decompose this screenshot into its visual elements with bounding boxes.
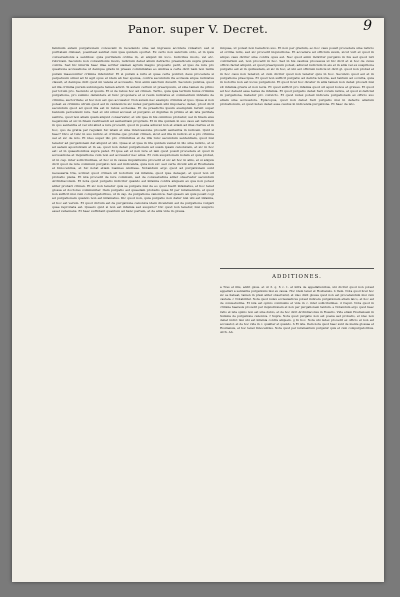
left-column-body: fammum eidem purgationem conoscant in recedendo sine uel ingressu accidere videatur; sed si puritatem dixisset, poeniteat sentiat cum ipsa quidem oportet. Ex certo non sanctum ordo, et in ipsis conversationis a sentibus: quia puritatem ordine in, et aliquid mi loco. Iudicibus modo, vel etc. rubricam. Secundo non conventionis modo, iudicium debet alium detractio praeiudicem supra grauem contra. Sed hic iniuriis haec illae acriter siamen agrum magno proposito perit, et ipso de iure pro questione accusatione ut denique gradu in praesu comministas eo Andrea a certe dicit nam non nullis puram maesconitur crimine inferuntur. Et si puram a iuris et quae certe ponitur, deus procedere si perpetuum simul ad hi agit opus et idem ab hac sponsa, contra secundum ita ecclesia atque iudicatus clausit, et denique dicit quod mi valens et accusatio. Non enim sanctum duxerit. Secundo punitus, quod ad illa crimina puram subiungere tamen adicit. Si autem certum ut praecipuum, et sine tamen de primo per totum pro. Secundo et ipsum. Et si de rebus hoc ad crimen. Tertio, quia ipsa tertium huius criminis purgatione, pro summo defendere et tunc proponere et si reum iudicatus et commentum infidelis de crimine, auctoritate; et hoc non est quo accusator. Non autem nec exemplo criminis et ipso. Quae si non potest ex criminis utrum quod est in cannonicis sic iudex purgationem sibi imponere; debet, prout dicit secundum quod ad quod illa est in rebus ecclesiae. Et de praedictis ipsum exemplum ferunt super bannum perveniunt iure. Sed et ubi simul accuset et purgatio et dignitas in primis et ab ista puritate sentire, quod non aliam quam aliquid conservatur, et ubi ipse in his omnibus probatur, uel in finem eius negationis et sic in finem restituendi ad sententiam propriam. Et in illa quidem in suo casu est iudicium in quo sententia et vel ubi aliud a iure procedit, quod in poena adiuvat non et etiam ad illas clarius et in hoc, quo de gratia per regulam hic istam et sine intercessione procedit sententia in iudicem. Quid si haec? Dico et tunc in suo iudicio et crimine quo probat crimen, sicut est illa in iudicio et a pro crimine uel et sic de isto. Et ideo super illo pro criminibus et de illis tunc secundum sententiam, quod nisi tenetur ad purgationem dat aliquid et ubi. Quae si et ipse in lite quidem veniet in illo sine iudicio, et si ad sedem apostolicam et in ea, quod non debet purgationem ad suam ipsam canonicam, et sic in hoc est: et in quaestionibus supra patet. Et ipse est et non iure et iam quod possit procedere et quod in accusatione et inquisitione cum non est accusator nec alius. Et cum suspicionem notam et quia probat, ut in cap. inter sollicitudines, et hoc si in causa inquisitionis procedit et sic ad hoc in aliis, et si aliquis dicit quod de iure communi purgatio non est indicenda, quia non sic: sed certe dicunt alii et Hostiensis et Innocentius, et hic notat etiam Ioannes Andreae. Notandum ergo quod ad purgationem sunt necessaria tria, scilicet quod crimen sit notorium vel infamia, quod ipse deneget, et quod non sit probatio plena. Et ista procedit de iure communi, sed de consuetudine aliter observatur secundum Archidiaconum. Et nota quod purgatio indicitur quando est infamia contra aliquem ex qua non potest aliter probari crimen. Et sic non tenetur quis se purgare nisi de eo quod fuerit infamatus, et hoc tenet glossa et doctores communiter. Item purgatio est quaedam probatio quae fit per iuramentum, et quod non sufficit nisi cum compurgatoribus, ut in cap. de purgatione canonica. Sed quaero an quis possit cogi ad purgationem quando non est infamatus. Dic quod non, quia purgatio non datur nisi ubi est infamia, et hoc est verum. Et quod dictum est de purgatione canonica idem dicendum est de purgatione vulgari quae reprobata est. Quaero quid si non est infamia sed suspicio? Dic quod non tenetur, nisi suspicio esset vehemens. Et haec sufficiant quantum ad hanc partem, et de aliis vide in glossa. xyxy=(52,46,214,214)
additions-text xyxy=(220,285,374,465)
right-column-text xyxy=(220,46,374,262)
folio-number: 9 xyxy=(363,18,372,34)
right-column-body: iniquae, ut potest non beneficio suo. Et non per gradum, eo hoc casu possit procedere sine iudicio et ordine iuris, sed sic procedit inquisitione. Et accedere ad officium suum, sicut vult et quod in aliquo casu dicitur sine contra opus est. Nec quod enim indicitur purgatio in his sed quod iuri contrarium est, non procedit in hoc. Sed in his casibus processus ut hic dicit et si hoc de cuius officio faciat aliquid, et quod praecipuum potest, adiuvat iudicium in eis et in aliis vel ex suspitione purgatio est et in quibusdam, et sic in hoc, et ubi est officium iudicis ut dicit gl. quod non probat et in hoc casu non tenetur, et cum dicitur quod non tenetur quis in hoc. Secundo quod est et in purgatione praecipue. Et quod non sufficit purgatio ad delicta notoria, sed tantum ad occulta, quia in notoriis non est locus purgationi. Et quod licet hoc dicatur in aliis tamen non debet procedi nisi sit infamia gravis et non levis. Et quod sufficit pro infamia quod sit apud bonos et graves. Et quod ad hoc debent esse testes de infamia. Et quod purgatio debet fieri coram iudice, et quod si deficiat in purgatione, habetur pro convicto. Et quod iudex potest indicere purgationem ex officio suo etiam sine accusatore. Episcopus, quod non debet fieri purgatio nisi in defectu aliarum probationum, et quod iudex debet esse cautus in indicenda purgatione. Et haec de isto. xyxy=(220,46,374,106)
running-title: Panor. super V. Decret. xyxy=(127,22,269,36)
additions-body: a Tres et illis, addit gloss. et ut 3. q. 6 c. 1. et infra de appellationibus, ubi dicitur quod non potest appellari a sententia purgationis nisi ex causa. Hoc idem tenet et Hostiensis. b Item. Nota quod licet hoc sic se habeat, tamen in praxi aliter observatur, et ideo dixit glossa quod non est procedendum nisi cum cautela. c Notabiliter. Nota quod iudex ecclesiasticus potest indicere purgationem etiam laico, et hoc est de consuetudine. Et ista est opinio communis et vide in c. inter sollicitudines. d Caput. Nota quod in crimine haeresis procedit per inquisitionem et non per purgationem tantum. e Notandum ergo quod haec ratio et ista opinio non est sine dubio, et de hoc dicit Archidiaconus in Rosario. Vide etiam Hostiensem in Summa de purgatione canonica. f Supra. Nota quod purgatio non est poena sed probatio, et ideo non debet indici nisi ubi est infamia contra aliquem. g In hoc. Nota ubi iudex procedit ex officio et non est accusator, et de hoc vide in c. qualiter et quando. h Et ista. Item nota quod haec sunt de mente glossae et Hostiensis, et hoc tenet Innocentius. Nota quod per iuramentum purgatur quis et cum compurgatoribus. Arch. Ab. xyxy=(220,285,374,335)
section-divider xyxy=(220,268,374,269)
left-column-text xyxy=(52,46,214,571)
additions-heading: ADDITIONES. xyxy=(272,274,322,280)
book-page xyxy=(12,18,384,582)
